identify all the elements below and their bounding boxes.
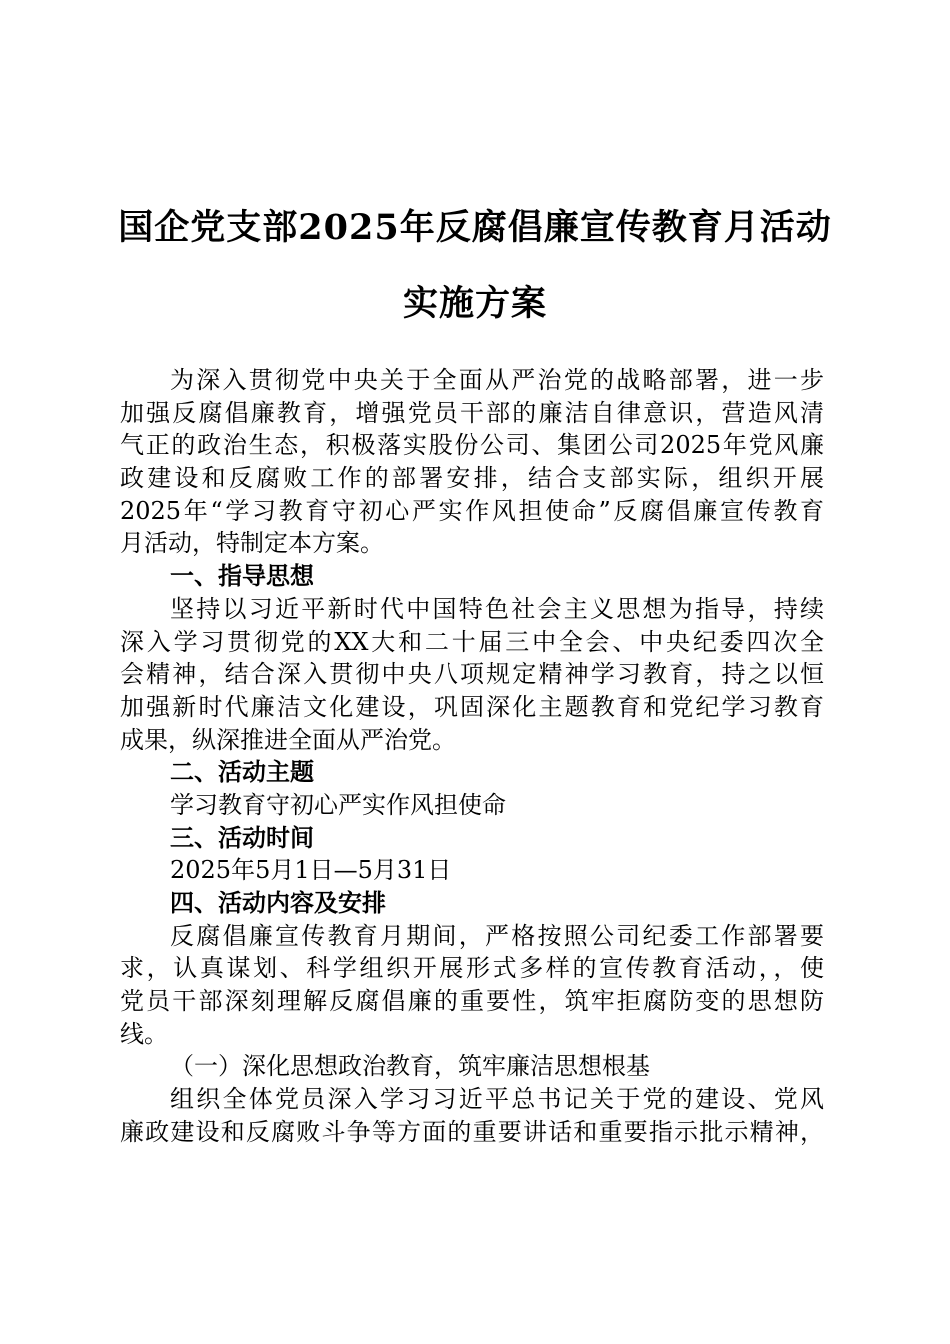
intro-line: 为深入贯彻党中央关于全面从严治党的战略部署，进一步	[170, 366, 824, 394]
section-heading-guiding-thought: 一、指导思想	[170, 562, 314, 591]
section1-line: 深入学习贯彻党的XX大和二十届三中全会、中央纪委四次全	[120, 627, 824, 656]
section1-line: 成果，纵深推进全面从严治党。	[120, 725, 456, 754]
intro-line: 政建设和反腐败工作的部署安排，结合支部实际，组织开展	[120, 464, 824, 493]
section4-line: 线。	[120, 1019, 168, 1048]
intro-line: 气正的政治生态，积极落实股份公司、集团公司2025年党风廉	[120, 431, 824, 460]
section4-line: 反腐倡廉宣传教育月期间，严格按照公司纪委工作部署要	[170, 921, 824, 950]
section1-line: 加强新时代廉洁文化建设，巩固深化主题教育和党纪学习教育	[120, 692, 824, 721]
section1-line: 坚持以习近平新时代中国特色社会主义思想为指导，持续	[170, 594, 824, 623]
section4-line: 党员干部深刻理解反腐倡廉的重要性，筑牢拒腐防变的思想防	[120, 987, 824, 1016]
document-body	[120, 364, 824, 1149]
document-title	[100, 190, 850, 342]
subsection-heading-ideological-education: （一）深化思想政治教育，筑牢廉洁思想根基	[170, 1052, 650, 1081]
intro-line: 加强反腐倡廉教育，增强党员干部的廉洁自律意识，营造风清	[120, 398, 824, 427]
title-line-1: 国企党支部2025年反腐倡廉宣传教育月活动	[118, 207, 832, 248]
title-line-2: 实施方案	[402, 283, 547, 324]
intro-line: 月活动，特制定本方案。	[120, 529, 384, 558]
section-heading-activity-theme: 二、活动主题	[170, 758, 314, 787]
activity-theme-text: 学习教育守初心严实作风担使命	[170, 790, 506, 819]
section4-line: 求，认真谋划、科学组织开展形式多样的宣传教育活动，，使	[120, 954, 824, 983]
intro-line: 2025年“学习教育守初心严实作风担使命”反腐倡廉宣传教育	[120, 496, 824, 525]
subsection1-line: 廉政建设和反腐败斗争等方面的重要讲话和重要指示批示精神，	[120, 1117, 824, 1146]
subsection1-line: 组织全体党员深入学习习近平总书记关于党的建设、党风	[170, 1085, 824, 1114]
section-heading-activity-time: 三、活动时间	[170, 823, 314, 852]
activity-time-text: 2025年5月1日—5月31日	[170, 856, 452, 885]
section1-line: 会精神，结合深入贯彻中央八项规定精神学习教育，持之以恒	[120, 660, 824, 689]
section-heading-activity-content: 四、活动内容及安排	[170, 889, 386, 917]
